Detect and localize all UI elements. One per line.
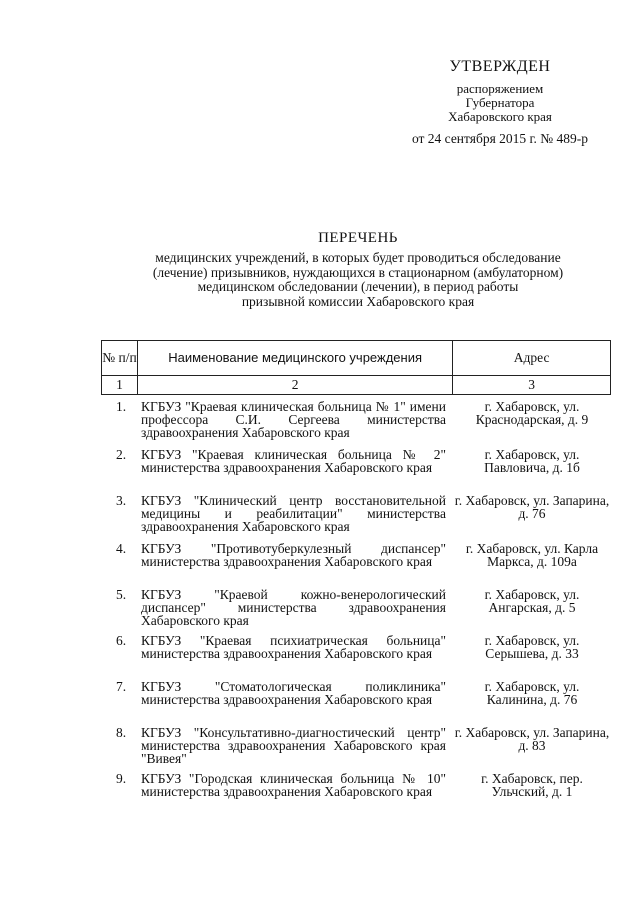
institution-address: г. Хабаровск, пер. Ульчский, д. 1 bbox=[481, 771, 583, 799]
institution-name: КГБУЗ "Краевая психиатрическая больница" министерства здравоохранения Хабаровского края bbox=[141, 633, 446, 661]
institution-name: КГБУЗ "Краевая клиническая больница № 1" имени профессора С.И. Сергеева министерства здравоохранения Хабаровского края bbox=[141, 399, 446, 440]
row-number: 5. bbox=[115, 587, 127, 602]
row-number: 9. bbox=[115, 771, 127, 786]
row-number: 3. bbox=[115, 493, 127, 508]
approval-line-3: Хабаровского края bbox=[448, 109, 552, 124]
table-row bbox=[101, 494, 611, 540]
institution-name: КГБУЗ "Противотуберкулезный диспансер" министерства здравоохранения Хабаровского края bbox=[141, 541, 446, 569]
row-number: 2. bbox=[115, 447, 127, 462]
heading-line-2: (лечение) призывников, нуждающихся в стационарном (амбулаторном) bbox=[152, 264, 564, 280]
institution-name: КГБУЗ "Краевой кожно-венерологический диспансер" министерства здравоохранения Хабаровского края bbox=[141, 587, 446, 628]
column-number-3: 3 bbox=[453, 376, 611, 395]
institution-name: КГБУЗ "Краевая клиническая больница № 2" министерства здравоохранения Хабаровского края bbox=[141, 447, 446, 475]
institution-address: г. Хабаровск, ул. Запарина, д. 76 bbox=[454, 493, 610, 521]
table-row bbox=[101, 542, 611, 588]
heading-line-4: призывной комиссии Хабаровского края bbox=[241, 293, 475, 309]
table-row bbox=[101, 588, 611, 634]
heading-line-1: медицинских учреждений, в которых будет проводиться обследование bbox=[155, 250, 561, 265]
institution-address: г. Хабаровск, ул. Карла Маркса, д. 109а bbox=[465, 541, 599, 569]
table-row bbox=[101, 400, 611, 446]
document-heading bbox=[100, 230, 616, 309]
row-number: 1. bbox=[115, 399, 127, 414]
document-title: ПЕРЕЧЕНЬ bbox=[318, 230, 398, 246]
column-header-address: Адрес bbox=[453, 341, 611, 376]
column-header-name: Наименование медицинского учреждения bbox=[137, 341, 452, 376]
institution-address: г. Хабаровск, ул. Калинина, д. 76 bbox=[484, 679, 580, 707]
approval-line-2: Губернатора bbox=[465, 95, 535, 110]
table-row bbox=[101, 448, 611, 494]
approval-title: УТВЕРЖДЕН bbox=[449, 58, 551, 75]
institution-address: г. Хабаровск, ул. Павловича, д. 1б bbox=[484, 447, 580, 475]
institution-name: КГБУЗ "Стоматологическая поликлиника" министерства здравоохранения Хабаровского края bbox=[141, 679, 446, 707]
table-row bbox=[101, 726, 611, 772]
institution-name: КГБУЗ "Клинический центр восстановительной медицины и реабилитации" министерства здравоохранения Хабаровского края bbox=[141, 493, 446, 534]
column-number-2: 2 bbox=[137, 376, 452, 395]
heading-line-3: медицинском обследовании (лечении), в период работы bbox=[197, 279, 519, 294]
row-number: 4. bbox=[115, 541, 127, 556]
row-number: 8. bbox=[115, 725, 127, 740]
approval-line-1: распоряжением bbox=[456, 81, 544, 96]
institution-address: г. Хабаровск, ул. Серышева, д. 33 bbox=[484, 633, 580, 661]
table-row bbox=[101, 772, 611, 818]
institution-name: КГБУЗ "Городская клиническая больница № 10" министерства здравоохранения Хабаровского края bbox=[141, 771, 446, 799]
approval-date: от 24 сентября 2015 г. № 489-р bbox=[411, 131, 589, 146]
table-row bbox=[101, 634, 611, 680]
institutions-table-header bbox=[101, 340, 611, 395]
institution-address: г. Хабаровск, ул. Краснодарская, д. 9 bbox=[475, 399, 589, 427]
institution-address: г. Хабаровск, ул. Ангарская, д. 5 bbox=[484, 587, 580, 615]
institution-address: г. Хабаровск, ул. Запарина, д. 83 bbox=[454, 725, 610, 753]
column-number-1: 1 bbox=[102, 376, 138, 395]
row-number: 7. bbox=[115, 679, 127, 694]
approval-block bbox=[400, 58, 600, 146]
table-row bbox=[101, 680, 611, 726]
row-number: 6. bbox=[115, 633, 127, 648]
institution-name: КГБУЗ "Консультативно-диагностический центр" министерства здравоохранения Хабаровского края "Вивея" bbox=[141, 725, 446, 766]
column-header-number: № п/п bbox=[102, 341, 138, 376]
